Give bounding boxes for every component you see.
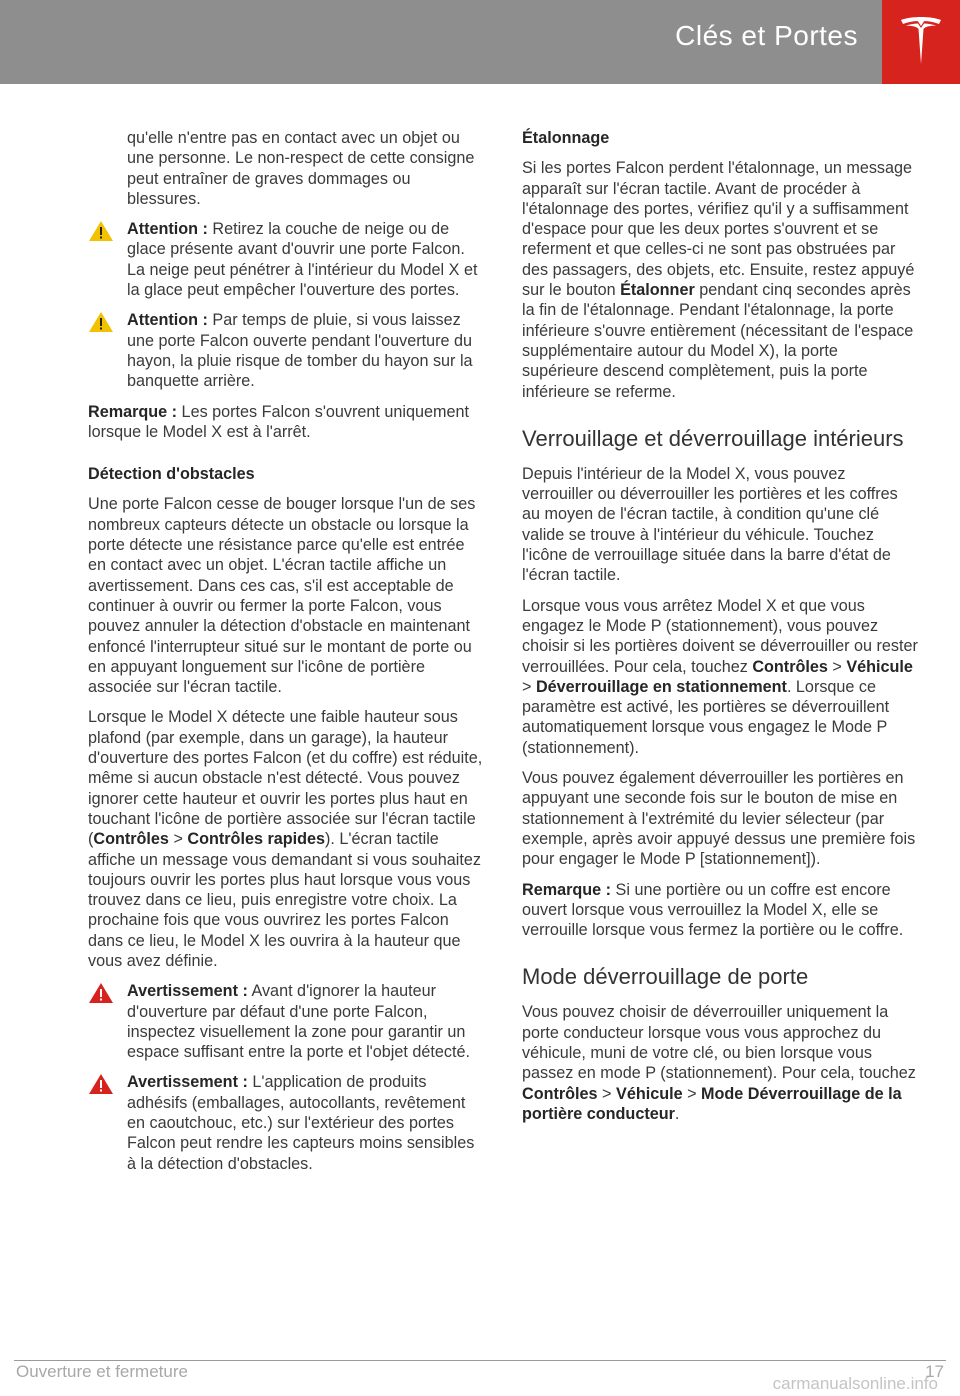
calibration-heading: Étalonnage <box>522 129 610 147</box>
footer-divider <box>14 1360 946 1361</box>
caution-text: Par temps de pluie, si vous laissez une porte Falcon ouverte pendant l'ouverture du hayon, la pluie risque de tomber du hayon sur la banquette arrière. <box>127 311 473 391</box>
warning-notice <box>88 1072 483 1173</box>
door-unlock-mode-heading: Mode déverrouillage de porte <box>522 964 809 990</box>
calibration-paragraph: Si les portes Falcon perdent l'étalonnage, un message apparaît sur l'écran tactile. Avant de procéder à l'étalonnage des portes, vérifiez qu'il y a suffisamment d'espace pour que les deux portes s'ouvrent et se referment et que celles-ci ne sont pas obstruées par des passagers, des objets, etc. Ensuite, restez appuyé sur le bouton Étalonner pendant cinq secondes après la fin de l'étalonnage. Pendant l'étalonnage, la porte inférieure s'ouvre entièrement (nécessitant de l'espace supplémentaire autour du Model X), la porte supérieure descend complètement, puis la porte inférieure se referme. <box>522 159 915 401</box>
caution-label: Attention : <box>127 311 208 330</box>
driver-door-unlock-setting-ref: Mode Déverrouillage de la portière conducteur <box>522 1084 902 1123</box>
interior-lock-heading: Verrouillage et déverrouillage intérieurs <box>522 425 904 451</box>
controls-menu-ref: Contrôles <box>752 657 828 676</box>
note-label: Remarque : <box>88 402 178 421</box>
controls-menu-ref: Contrôles <box>522 1084 598 1103</box>
calibrate-button-ref: Étalonner <box>620 281 695 300</box>
warning-text: L'application de produits adhésifs (emballages, autocollants, revêtement en caoutchouc, etc.) sur l'extérieur des portes Falcon peut rendre les capteurs moins sensibles à la détection d'obstacles. <box>127 1073 475 1173</box>
obstacle-paragraph-2: Lorsque le Model X détecte une faible hauteur sous plafond (par exemple, dans un garage), la hauteur d'ouverture des portes Falcon (et du coffre) est réduite, même si aucun obstacle n'est détecté. Vous pouvez ignorer cette hauteur et ouvrir les portes plus haut en touchant l'icône de portière associée sur l'écran tactile (Contrôles > Contrôles rapides). L'écran tactile affiche un message vous demandant si vous souhaitez toujours ouvrir les portes plus haut lorsque vous vous trouvez dans ce lieu, puis enregistre votre choix. La prochaine fois que vous ouvrirez les portes Falcon dans ce lieu, le Model X les ouvrira à la hauteur que vous avez définie. <box>88 708 483 970</box>
note-paragraph <box>522 880 918 941</box>
obstacle-detection-heading: Détection d'obstacles <box>88 465 255 484</box>
caution-notice <box>88 219 483 300</box>
warning-triangle-icon <box>88 982 114 1004</box>
left-column <box>88 128 483 1184</box>
note-text: Si une portière ou un coffre est encore ouvert lorsque vous verrouillez la Model X, elle se verrouille lorsque vous fermez la portière ou le coffre. <box>522 880 904 940</box>
door-unlock-mode-paragraph: Vous pouvez choisir de déverrouiller uniquement la porte conducteur lorsque vous vous approchez du véhicule, muni de votre clé, ou bien lorsque vous passez en mode P (stationnement). Pour cela, touchez Contrôles > Véhicule > Mode Déverrouillage de la portière conducteur. <box>522 1003 916 1123</box>
warning-label: Avertissement : <box>127 982 248 1001</box>
right-column <box>522 128 918 1134</box>
watermark: carmanualsonline.info <box>772 1374 938 1393</box>
vehicle-menu-ref: Véhicule <box>616 1084 683 1103</box>
warning-notice <box>88 981 483 1062</box>
caution-label: Attention : <box>127 220 208 239</box>
park-unlock-setting-ref: Déverrouillage en stationnement <box>535 677 787 696</box>
chapter-title: Clés et Portes <box>675 20 858 51</box>
note-label: Remarque : <box>522 880 612 899</box>
note-paragraph <box>88 402 483 443</box>
tesla-logo-icon <box>899 16 943 66</box>
brand-logo <box>882 0 960 84</box>
controls-menu-ref: Contrôles <box>93 830 169 849</box>
interior-lock-paragraph-3: Vous pouvez également déverrouiller les portières en appuyant une seconde fois sur le bouton de mise en stationnement à l'extrémité du levier sélecteur (par exemple, après avoir appuyé dessus une première fois pour engager le Mode P [stationnement]). <box>522 769 916 869</box>
caution-notice <box>88 310 483 391</box>
interior-lock-paragraph-1: Depuis l'intérieur de la Model X, vous pouvez verrouiller ou déverrouiller les portières et les coffres au moyen de l'écran tactile, à condition qu'une clé valide se trouve à l'intérieur du véhicule. Touchez l'icône de verrouillage située dans la barre d'état de l'écran tactile. <box>522 464 898 585</box>
page-header <box>0 0 960 84</box>
warning-label: Avertissement : <box>127 1073 248 1092</box>
footer-section-name: Ouverture et fermeture <box>16 1362 188 1381</box>
page-number: 17 <box>925 1362 944 1381</box>
quick-controls-menu-ref: Contrôles rapides <box>187 830 326 849</box>
vehicle-menu-ref: Véhicule <box>846 657 913 676</box>
caution-triangle-icon <box>88 311 114 333</box>
warning-triangle-icon <box>88 1073 114 1095</box>
intro-paragraph: qu'elle n'entre pas en contact avec un objet ou une personne. Le non-respect de cette consigne peut entraîner de graves dommages ou blessures. <box>127 129 475 208</box>
caution-triangle-icon <box>88 220 114 242</box>
warning-text: Avant d'ignorer la hauteur d'ouverture par défaut d'une porte Falcon, inspectez visuellement la zone pour garantir un espace suffisant entre la porte et l'objet détecté. <box>127 982 470 1062</box>
note-text: Les portes Falcon s'ouvrent uniquement lorsque le Model X est à l'arrêt. <box>88 402 469 441</box>
obstacle-paragraph-1: Une porte Falcon cesse de bouger lorsque l'un de ses nombreux capteurs détecte un obstacle ou lorsque la porte détecte une résistance parce qu'elle est entrée en contact avec un objet. L'écran tactile affiche un avertissement. Dans ces cas, s'il est acceptable de continuer à ouvrir ou fermer la porte Falcon, vous pouvez annuler la détection d'obstacle en maintenant enfoncé l'interrupteur situé sur le montant de porte ou en appuyant longuement sur l'icône de portière associée sur l'écran tactile. <box>88 495 476 697</box>
interior-lock-paragraph-2: Lorsque vous vous arrêtez Model X et que vous engagez le Mode P (stationnement), vous pouvez choisir si les portières doivent se déverrouiller ou rester verrouillées. Pour cela, touchez Contrôles > Véhicule > Déverrouillage en stationnement. Lorsque ce paramètre est activé, les portières se déverrouillent automatiquement lorsque vous engagez le Mode P (stationnement). <box>522 596 918 757</box>
caution-text: Retirez la couche de neige ou de glace présente avant d'ouvrir une porte Falcon. La neige peut pénétrer à l'intérieur du Model X et la glace peut empêcher l'ouverture des portes. <box>127 220 478 300</box>
